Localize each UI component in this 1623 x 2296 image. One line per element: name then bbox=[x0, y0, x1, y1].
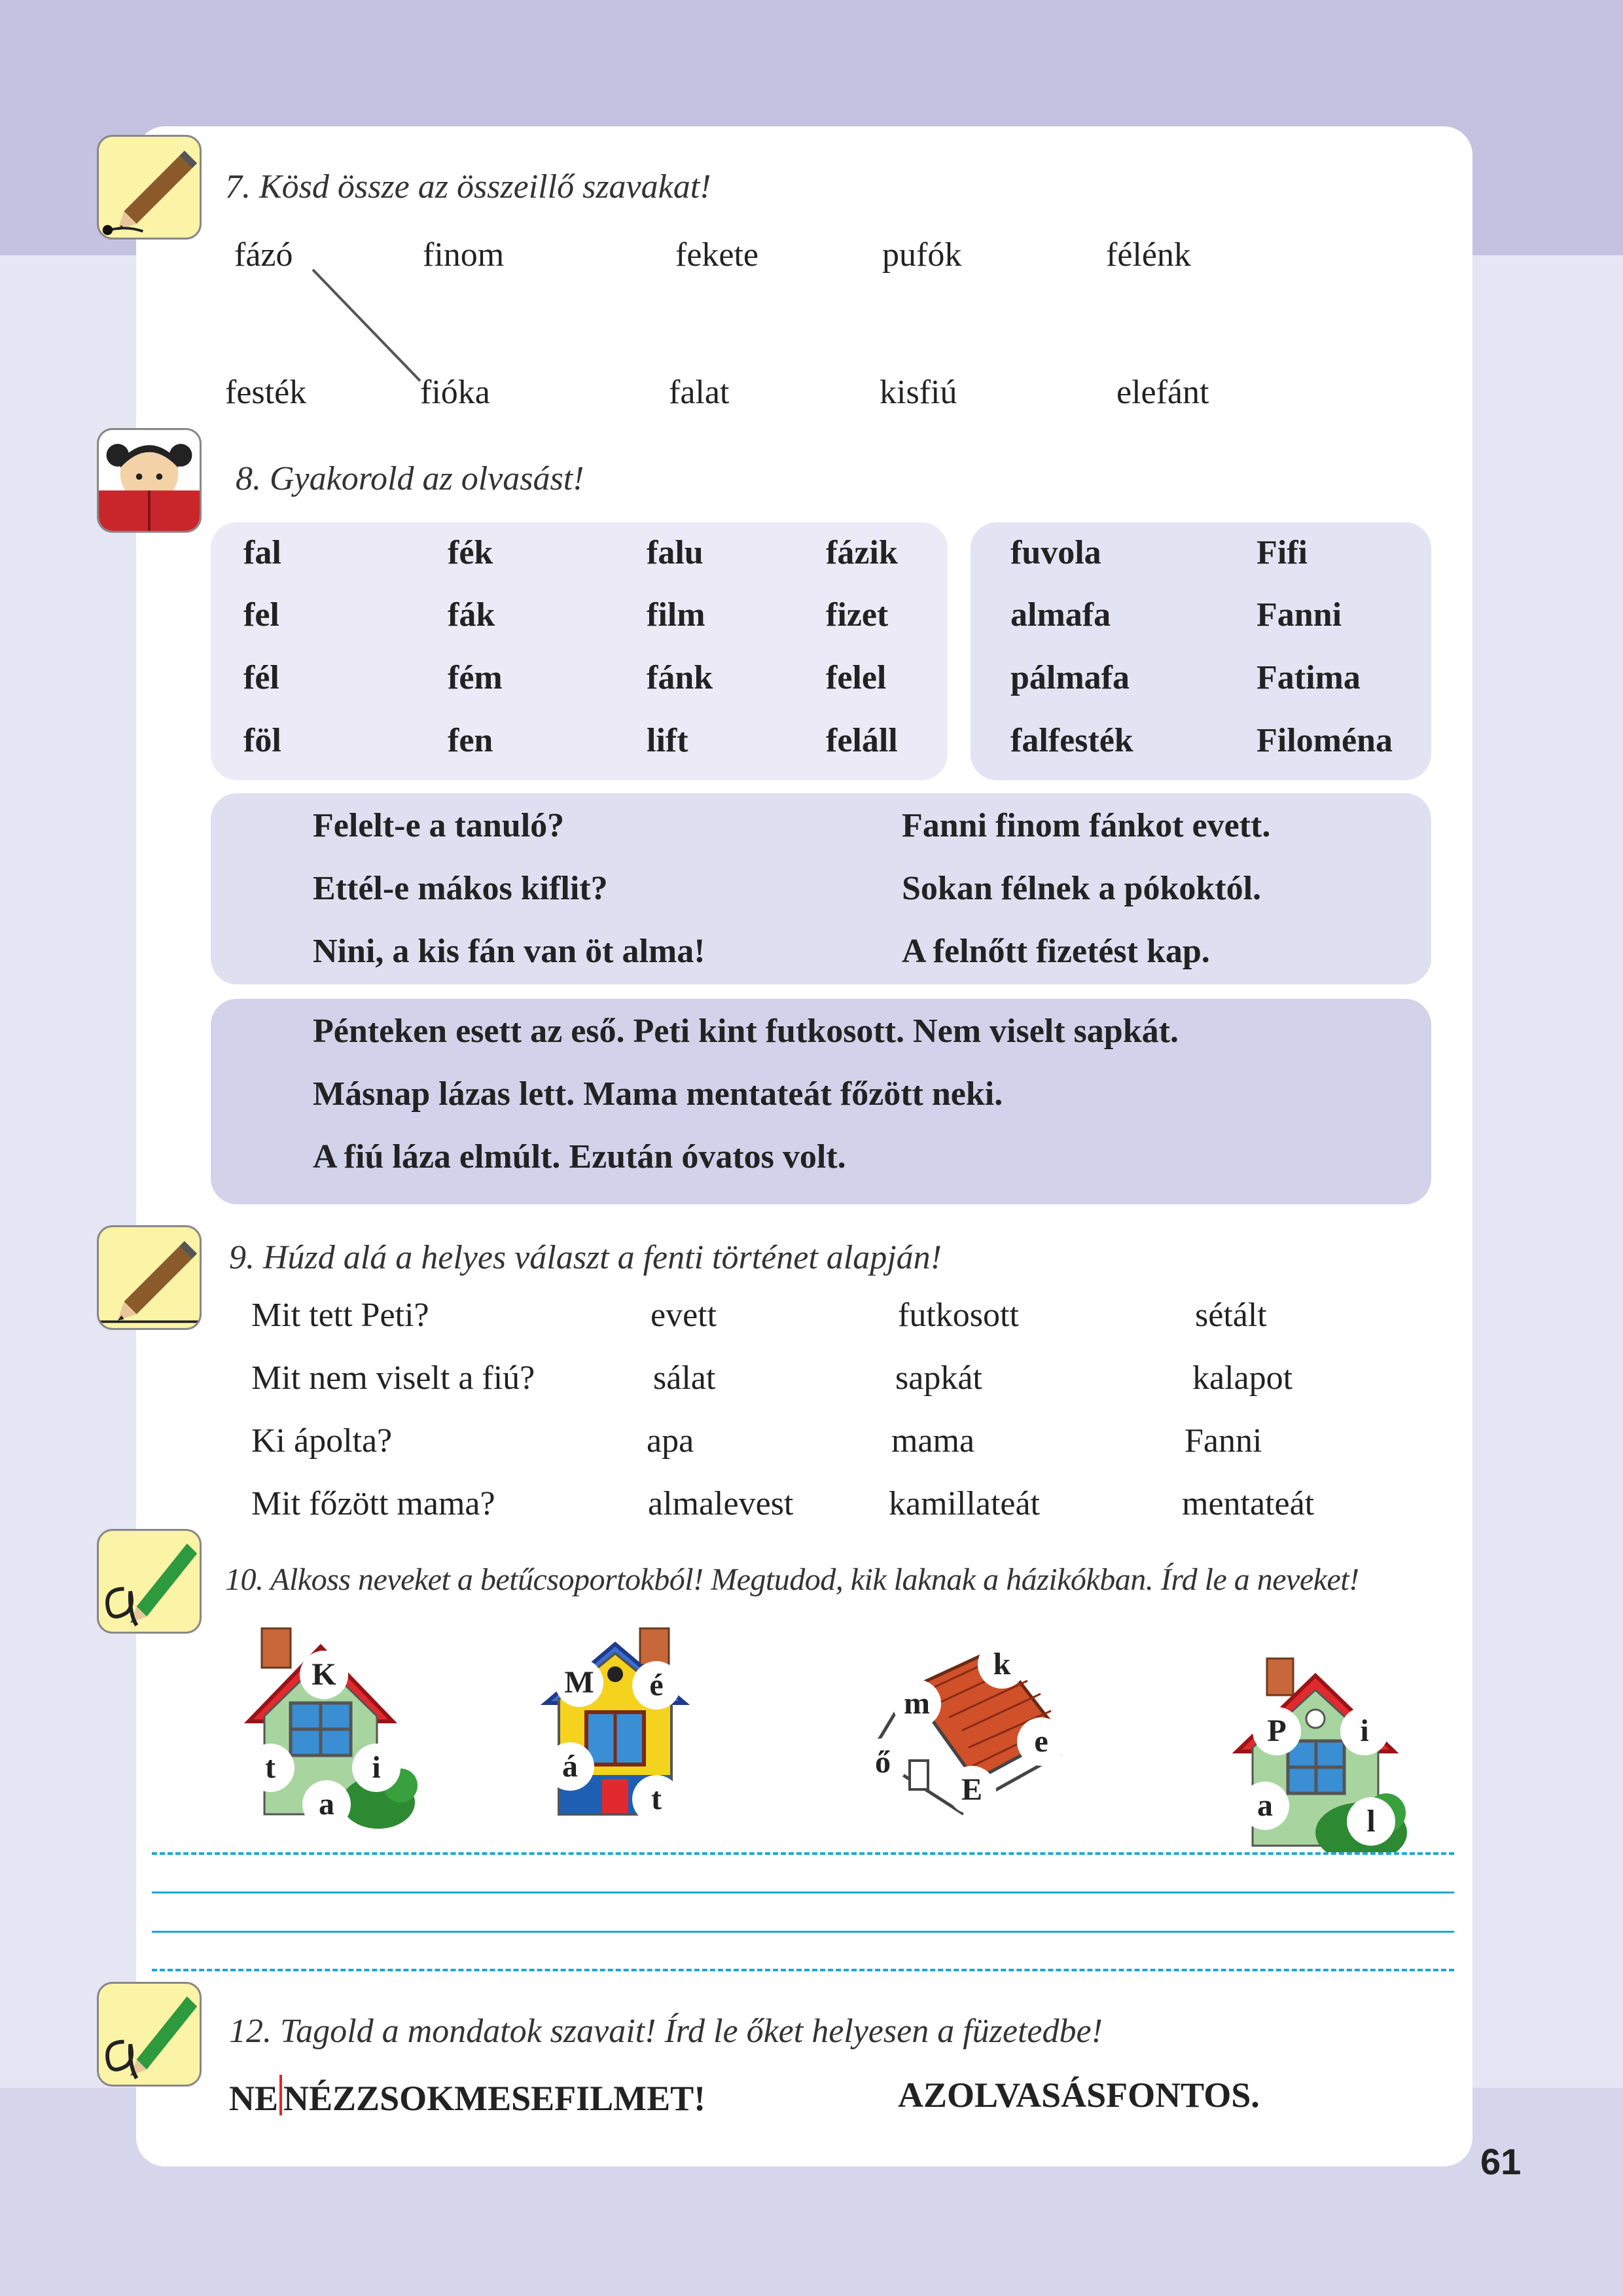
letter-bubble: l bbox=[1347, 1797, 1395, 1846]
ex12-sentence-1 bbox=[229, 2075, 705, 2119]
ex7-top-word: pufók bbox=[882, 236, 962, 274]
grid-word: fák bbox=[448, 596, 495, 634]
letter-bubble: á bbox=[546, 1742, 594, 1791]
writing-guide-line[interactable] bbox=[152, 1969, 1454, 1971]
letter-bubble: t bbox=[632, 1775, 681, 1823]
answer-option[interactable]: sálat bbox=[653, 1359, 716, 1397]
word-divider-mark bbox=[279, 2075, 282, 2115]
handwriting-pen-icon bbox=[97, 1982, 202, 2087]
grid-word: fém bbox=[448, 659, 503, 696]
letter-bubble: M bbox=[555, 1659, 603, 1707]
writing-guide-line[interactable] bbox=[152, 1892, 1454, 1893]
ex7-top-word: fekete bbox=[675, 236, 759, 274]
grid-word: Fatima bbox=[1257, 659, 1361, 696]
answer-option[interactable]: evett bbox=[651, 1297, 717, 1334]
grid-word: fuvola bbox=[1010, 534, 1101, 571]
grid-word: feláll bbox=[826, 722, 898, 759]
grid-word: fél bbox=[243, 659, 279, 696]
letter-bubble: m bbox=[893, 1679, 941, 1728]
ex7-bottom-word: festék bbox=[225, 374, 307, 411]
sentence-right: A felnőtt fizetést kap. bbox=[902, 933, 1210, 970]
grid-word: föl bbox=[243, 722, 281, 759]
sentence-part: NE bbox=[229, 2079, 279, 2118]
side-band-right bbox=[1472, 255, 1623, 2088]
grid-word: falfesték bbox=[1010, 722, 1133, 759]
letter-bubble: a bbox=[1241, 1782, 1289, 1830]
ex7-bottom-word: fióka bbox=[420, 374, 490, 411]
question: Ki ápolta? bbox=[251, 1422, 393, 1460]
writing-guide-line[interactable] bbox=[152, 1852, 1454, 1855]
letter-bubble: e bbox=[1017, 1717, 1065, 1766]
ex7-bottom-word: kisfiú bbox=[880, 374, 957, 411]
sentence-part: NÉZZSOKMESEFILMET! bbox=[283, 2079, 706, 2118]
letter-bubble: ő bbox=[859, 1738, 907, 1787]
answer-option[interactable]: sétált bbox=[1195, 1297, 1267, 1334]
grid-word: Filoména bbox=[1257, 722, 1393, 759]
grid-word: fánk bbox=[647, 659, 713, 696]
story-line: A fiú láza elmúlt. Ezután óvatos volt. bbox=[313, 1138, 846, 1175]
grid-word: felel bbox=[826, 659, 887, 696]
question: Mit tett Peti? bbox=[251, 1297, 429, 1334]
question: Mit főzött mama? bbox=[251, 1485, 495, 1522]
answer-option[interactable]: almalevest bbox=[648, 1485, 794, 1522]
ex8-title: 8. Gyakorold az olvasást! bbox=[236, 460, 584, 497]
grid-word: film bbox=[647, 596, 705, 634]
grid-word: fázik bbox=[826, 534, 898, 571]
ex7-top-word: finom bbox=[423, 236, 505, 274]
ex10-title: 10. Alkoss neveket a betűcsoportokból! Megtudod, kik laknak a házikókban. Írd le a neveket! bbox=[225, 1562, 1359, 1597]
answer-option[interactable]: sapkát bbox=[895, 1359, 982, 1397]
sentence-right: Sokan félnek a pókoktól. bbox=[902, 870, 1262, 907]
letter-bubble: i bbox=[1340, 1707, 1389, 1755]
answer-option[interactable]: apa bbox=[647, 1422, 694, 1460]
pencil-icon bbox=[97, 1225, 202, 1330]
answer-option[interactable]: mentateát bbox=[1182, 1485, 1315, 1522]
grid-word: fal bbox=[243, 534, 281, 571]
sentence-left: Felelt-e a tanuló? bbox=[313, 807, 565, 844]
answer-option[interactable]: futkosott bbox=[898, 1297, 1019, 1334]
ex7-bottom-word: falat bbox=[669, 374, 730, 411]
letter-bubble: P bbox=[1253, 1707, 1301, 1755]
letter-bubble: E bbox=[948, 1766, 996, 1814]
ex12-title: 12. Tagold a mondatok szavait! Írd le őket helyesen a füzetedbe! bbox=[229, 2013, 1103, 2050]
letter-bubble: a bbox=[302, 1780, 351, 1829]
sentence-right: Fanni finom fánkot evett. bbox=[902, 807, 1271, 844]
ex7-bottom-word: elefánt bbox=[1116, 374, 1209, 411]
letter-bubble: i bbox=[352, 1744, 401, 1792]
ex12-sentence-2: AZOLVASÁSFONTOS. bbox=[898, 2075, 1260, 2115]
grid-word: Fanni bbox=[1257, 596, 1342, 634]
answer-option[interactable]: mama bbox=[891, 1422, 975, 1460]
ex7-top-word: fázó bbox=[234, 236, 293, 274]
letter-bubble: t bbox=[246, 1744, 294, 1792]
grid-word: lift bbox=[647, 722, 688, 759]
page-number: 61 bbox=[1480, 2141, 1522, 2182]
writing-guide-line[interactable] bbox=[152, 1931, 1454, 1933]
letter-bubble: é bbox=[632, 1661, 681, 1710]
answer-option[interactable]: Fanni bbox=[1185, 1422, 1262, 1460]
grid-word: almafa bbox=[1010, 596, 1111, 634]
question: Mit nem viselt a fiú? bbox=[251, 1359, 535, 1397]
grid-word: fék bbox=[448, 534, 493, 571]
reading-girl-icon bbox=[97, 428, 202, 533]
grid-word: fel bbox=[243, 596, 279, 634]
handwriting-pen-icon bbox=[97, 1529, 202, 1634]
letter-bubble: k bbox=[978, 1640, 1026, 1689]
grid-word: fizet bbox=[826, 596, 889, 634]
story-line: Másnap lázas lett. Mama mentateát főzött neki. bbox=[313, 1075, 1003, 1113]
answer-option[interactable]: kalapot bbox=[1192, 1359, 1293, 1397]
story-line: Pénteken esett az eső. Peti kint futkosott. Nem viselt sapkát. bbox=[313, 1013, 1179, 1050]
ex7-title: 7. Kösd össze az összeillő szavakat! bbox=[225, 168, 711, 206]
grid-word: fen bbox=[448, 722, 493, 759]
grid-word: falu bbox=[647, 534, 704, 571]
ex9-title: 9. Húzd alá a helyes választ a fenti történet alapján! bbox=[229, 1239, 942, 1276]
grid-word: pálmafa bbox=[1010, 659, 1130, 696]
answer-option[interactable]: kamillateát bbox=[889, 1485, 1041, 1522]
pencil-icon bbox=[97, 135, 202, 240]
sentence-left: Ettél-e mákos kiflit? bbox=[313, 870, 608, 907]
grid-word: Fifi bbox=[1257, 534, 1308, 571]
ex7-top-word: félénk bbox=[1106, 236, 1191, 274]
connecting-line bbox=[308, 262, 425, 386]
sentence-left: Nini, a kis fán van öt alma! bbox=[313, 933, 705, 970]
letter-bubble: K bbox=[300, 1651, 348, 1699]
